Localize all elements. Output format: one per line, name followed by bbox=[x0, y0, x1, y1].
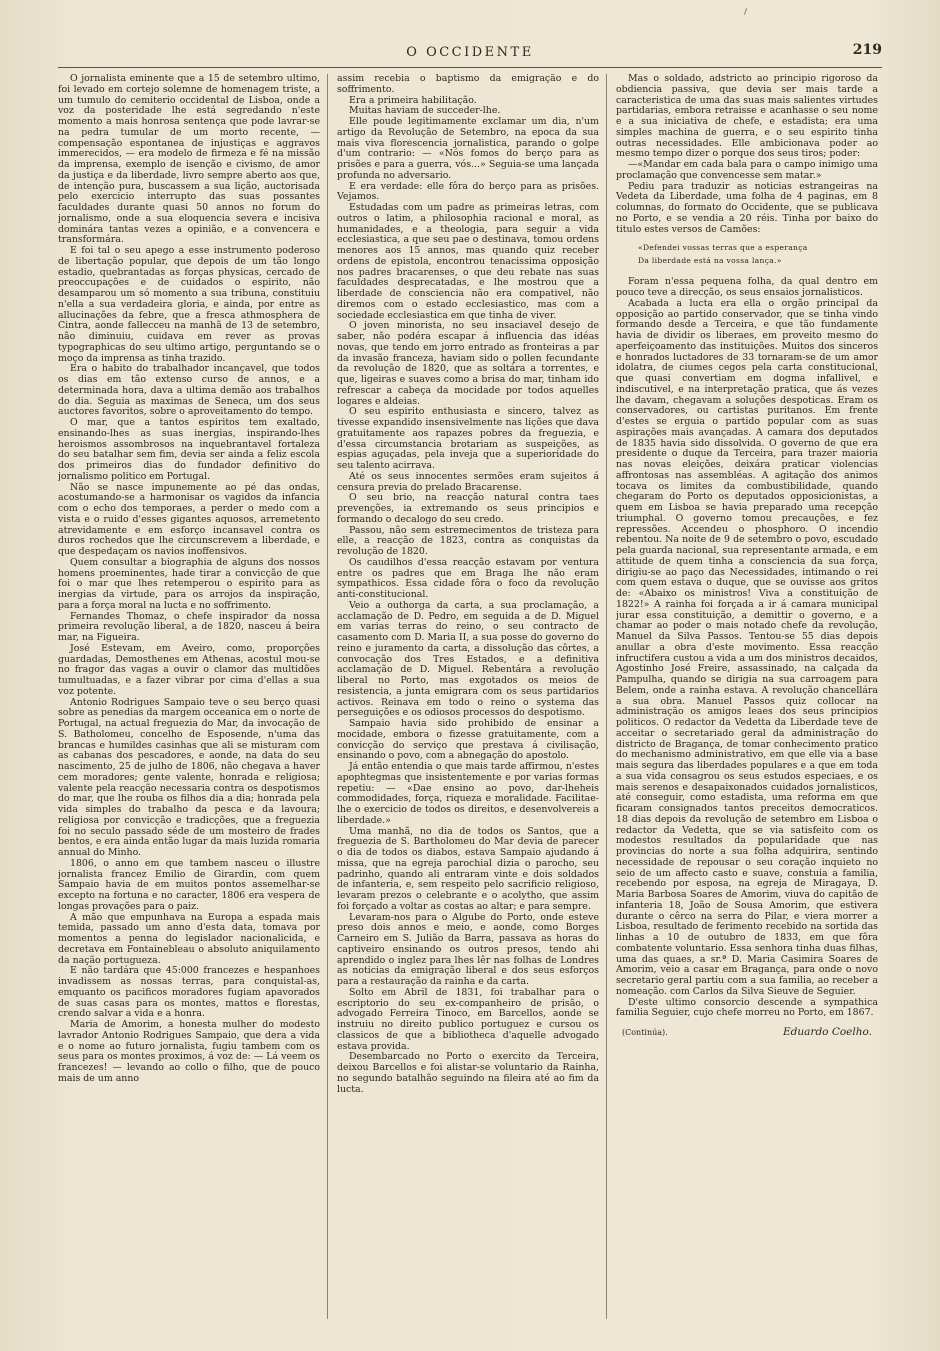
column-3-body bbox=[616, 74, 878, 1019]
paragraph: 1806, o anno em que tambem nasceu o illustre jornalista francez Emilio de Girardin, com quem Sampaio havia de em muitos pontos assemelhar-se excepto na fortuna e no caracter, 1806 era vespera de longas provações para o paiz. bbox=[58, 857, 320, 912]
text-column-1 bbox=[58, 74, 328, 1319]
paragraph: Fernandes Thomaz, o chefe inspirador da nossa primeira revolução liberal, a de 1820, nasceu á beira mar, na Figueira. bbox=[58, 610, 320, 643]
paragraph: Mas o soldado, adstricto ao principio rigoroso da obdiencia passiva, que devia ser mais tarde a caracteristica de uma das suas mais salientes virtudes partidarias, embora retraisse e acanhasse o seu nome e a sua iniciativa de chefe, e estadista; era uma simples machina de guerra, e o seu espirito tinha outras necessidades. Elle ambicionava poder ao mesmo tempo dizer o porque dos seus tiros; poder: bbox=[616, 74, 878, 160]
paragraph: Pediu para traduzir as noticias estrangeiras na Vedeta da Liberdade, uma folha de 4 paginas, em 8 columnas, do formato do Occidente, que se publicava no Porto, e se vendia a 20 réis. Tinha por baixo do titulo estes versos de Camões: bbox=[616, 180, 878, 235]
margin-mark bbox=[744, 8, 747, 15]
verse-line: Da liberdade está na vossa lança.» bbox=[638, 256, 782, 266]
paragraph: —«Mandar em cada bala para o campo inimigo uma proclamação que convencesse sem matar.» bbox=[616, 159, 878, 181]
running-title: O OCCIDENTE bbox=[406, 44, 534, 60]
paragraph: D'este ultimo consorcio descende a sympathica familia Seguier, cujo chefe morreu no Porto, em 1867. bbox=[616, 996, 878, 1019]
paragraph: Solto em Abril de 1831, foi trabalhar para o escriptorio do seu ex-companheiro de prisão, o advogado Ferreira Tinoco, em Barcellos, aonde se instruiu no direito publico portuguez e cursou os classicos de que a bibliotheca d'aquelle advogado estava provida. bbox=[337, 986, 599, 1052]
article-signoff bbox=[616, 1027, 878, 1039]
paragraph: O joven minorista, no seu insaciavel desejo de saber, não podéra escapar á influencia das idéas novas, que tendo em jorro entrado as fronteiras a par da invasão franceza, haviam sido o pollen fecundante da revolução de 1820, que as soltára a torrentes, e que, ligeiras e suaves como a brisa do mar, tinham ido refrescar a cabeça da mocidade por todos aquelles logares e aldeias. bbox=[337, 320, 599, 407]
paragraph: Estudadas com um padre as primeiras letras, com outros o latim, a philosophia racional e moral, as humanidades, e a theologia, para seguir a vida ecclesiastica, a que seu pae o destinava, tomou ordens menores aos 15 annos, mas quando quiz receber ordens de epistola, encontrou tenacissima opposição nos padres bracarenses, o que deu rebate nas suas faculdades desprecatadas, e lhe mostrou que a liberdade de consciencia não era compativel, não diremos com o estado ecclesiastico, mas com a sociedade ecclesiastica em que tinha de viver. bbox=[337, 202, 599, 321]
paragraph: O seu espirito enthusiasta e sincero, talvez as tivesse expandido insensivelmente nas lições que dava gratuitamente aos rapazes pobres da freguezia, e d'essa circumstancia brotariam as suspeições, as espias aguçadas, pela inveja que a superioridade do seu talento acirrava. bbox=[337, 406, 599, 471]
page-number: 219 bbox=[852, 42, 882, 58]
paragraph: Desembarcado no Porto o exercito da Terceira, deixou Barcellos e foi alistar-se voluntario da Rainha, no segundo batalhão seguindo na fileira até ao fim da lucta. bbox=[337, 1051, 599, 1095]
paragraph: Até os seus innocentes sermões eram sujeitos á censura previa do prelado Bracarense. bbox=[337, 470, 599, 493]
text-column-2 bbox=[337, 74, 607, 1319]
paragraph: E não tardára que 45:000 francezes e hespanhoes invadissem as nossas terras, para conquistal-as, emquanto os pacificos moradores fugiam apavorados de suas casas para os montes, mattos e florestas, crendo salvar a vida e a honra. bbox=[58, 965, 320, 1020]
paragraph: Era o habito do trabalhador incançavel, que todos os dias em tão extenso curso de annos, e a determinada hora, dava a ultima demão aos trabalhos do dia. Seguia as maximas de Seneca, um dos seus auctores favoritos, sobre o aproveitamento do tempo. bbox=[58, 363, 320, 418]
continued-note: (Continúa). bbox=[622, 1028, 668, 1037]
paragraph: E foi tal o seu apego a esse instrumento poderoso de libertação popular, que depois de um tão longo estadio, quebrantadas as forças physicas, cercado de preoccupações e de cuidados o espirito, não desamparou um só momento a sua tribuna, constituiu n'ella a sua verdadeira gloria, e ainda, por entre as allucinações da febre, que a fresca athmosphera de Cintra, aonde fallecceu na manhã de 13 de setembro, não diminuiu, cuidava em rever as provas typographicas do seu ultimo artigo, perguntando se o moço da imprensa as tinha trazido. bbox=[58, 245, 320, 364]
text-column-3 bbox=[616, 74, 878, 1319]
paragraph: O jornalista eminente que a 15 de setembro ultimo, foi levado em cortejo solemne de homenagem triste, a um tumulo do cemiterio occidental de Lisboa, onde a voz da posteridade lhe está segredando n'este momento a mais honrosa sentença que pode lavrar-se na pedra tumular de um morto recente, — compensação espontanea de injustiças e aggravos immerecidos, — era modelo de firmeza e fé na missão da imprensa, exemplo de isenção e civismo, de amor da justiça e da liberdade, livro sempre aberto aos que, de intenção pura, buscassem a sua lição, auctorisada pelo exercicio interrupto das suas possantes faculdades durante quasi 50 annos no forum do jornalismo, onde a sua eloquencia severa e incisiva dominára tantas vezes a opinião, e a convencera e transformára. bbox=[58, 74, 320, 246]
paragraph: Acabada a lucta era ella o orgão principal da opposição ao partido conservador, que se tinha vindo formando desde a Terceira, e que tão fundamente havia de dividir os liberaes, em proveito mesmo do aperfeiçoamento das instituições. Muitos dos sinceros e honrados luctadores de 33 tornaram-se de um amor idolatra, de ciumes cegos pela carta constitucional, que quasi convertiam em dogma infallivel, e indiscutivel, e na interpretação pratica, que ás vezes lhe davam, chegavam a soluções despoticas. Eram os conservadores, ou cartistas puritanos. Em frente d'estes se erguia o partido popular com as suas aspirações mais avançadas. A camara dos deputados de 1835 havia sido dissolvida. O governo de que era presidente o duque da Terceira, para trazer maioria nas novas eleições, deixára praticar violencias affrontosas nas assembléas. A agitação dos animos tocava os limites da combustibilidade, quando chegaram do Porto os deputados opposicionistas, a quem em Lisboa se havia preparado uma recepção triumphal. O governo tomou precauções, e fez repressões. Accendeu o phosphoro. O incendio rebentou. Na noite de 9 de setembro o povo, escudado pela guarda nacional, sua representante armada, e em attitude de quem tinha a consciencia da sua força, dirigiu-se ao paço das Necessidades, intimando o rei com quem estava o duque, que se ouvisse aos gritos de: «Abaixo os ministros! Viva a constituição de 1822!» A rainha foi forçada a ir á camara municipal jurar essa constituição, a demittir o governo, e a chamar ao poder o mais notado chefe da revolução, Manuel da Silva Passos. Tentou-se 55 dias depois anullar a obra d'este movimento. Essa reacção infructifera custou a vida a um dos ministros decaidos, Agostinho José Freire, assassinado, na calçada da Pampulha, quando se dirigia na sua carroagem para Belem, onde a rainha estava. A revolução chancellára a sua obra. Manuel Passos quiz collocar na administração os amigos leaes dos seus principios politicos. O redactor da Vedetta da Liberdade teve de acceitar o secretariado geral da administração do districto de Bragança, de tomar conhecimento pratico do mechanismo administrativo, em que elle via a base mais segura das liberdades populares e a que em toda a sua vida consagrou os seus estudos especiaes, e os mais serenos e desapaixonados cuidados jornalisticos, até conseguir, como estadista, uma reforma em que ficaram consignados tantos preceitos democraticos. 18 dias depois da revolução de setembro em Lisboa o redactor da Vedetta, que se via satisfeito com os modestos resultados da popularidade que nas provincias do norte a sua folha adquirira, sentindo necessidade de repousar o seu coração inquieto no seio de um affecto casto e suave, constuia a familia, recebendo por esposa, na egreja de Miragaya, D. Maria Barbosa Soares de Amorim, viuva do capitão de infanteria 18, João de Sousa Amorim, que estivera durante o cêrco na serra do Pilar, e viera morrer a Lisboa, resultado de ferimento recebido na sortida das linhas a 10 de outubro de 1833, em que fôra combatente voluntario. Essa senhora tinha duas filhas, uma das quaes, a sr.ª D. Maria Casimira Soares de Amorim, veio a casar em Bragança, para onde o novo secretario geral partiu com a sua familia, ao receber a nomeação. com Carlos da Silva Sieuve de Seguier. bbox=[616, 297, 878, 997]
paragraph: O mar, que a tantos espiritos tem exaltado, ensinando-lhes as suas inergias, inspirando-lhes heroismos assombrosos na inquebrantavel fortaleza do seu batalhar sem fim, devia ser ainda a feliz escola dos primeiros dias do fundador definitivo do jornalismo politico em Portugal. bbox=[58, 417, 320, 482]
paragraph: Passou, não sem estremecimentos de tristeza para elle, a reacção de 1823, contra as conquistas da revolução de 1820. bbox=[337, 524, 599, 557]
paragraph: Levaram-nos para o Algube do Porto, onde esteve preso dois annos e meio, e aonde, como Borges Carneiro em S. Julião da Barra, passava as horas do captiveiro ensinando os outros presos, tendo ahi aprendido o inglez para lhes lêr nas folhas de Londres as noticias da emigração liberal e dos seus esforços para a restauração da rainha e da carta. bbox=[337, 911, 599, 987]
verse-line: «Defendei vossas terras que a esperança bbox=[638, 243, 808, 253]
paragraph: José Estevam, em Aveiro, como, proporções guardadas, Demosthenes em Athenas, acostul mou-se no fragor das vagas a ouvir o clamor das multidões tumultuadas, e a fazer vibrar por cima d'ellas a sua voz potente. bbox=[58, 642, 320, 697]
paragraph: A mão que empunhava na Europa a espada mais temida, passado um anno d'esta data, tomava por momentos a penna do legislador nacionalicida, e decretava em Fontainebleau o absoluto aniquilamento da nação portugueza. bbox=[58, 911, 320, 966]
paragraph: Era a primeira habilitação. bbox=[349, 94, 477, 106]
paragraph: Foram n'essa pequena folha, da qual dentro em pouco teve a direcção, os seus ensaios jornalisticos. bbox=[616, 276, 878, 298]
paragraph: E era verdade: elle fôra do berço para as prisões. Vejamos. bbox=[337, 180, 599, 203]
header-rule bbox=[58, 67, 882, 68]
paragraph: Quem consultar a biographia de alguns dos nossos homens proeminentes, hade tirar a convicção de que foi o mar que lhes retemperou o espirito para as inergias da virtude, para os arrojos da inspiração, para a força moral na lucta e no soffrimento. bbox=[58, 556, 320, 611]
paragraph: Veio a outhorga da carta, a sua proclamação, a acclamação de D. Pedro, em seguida a de D. Miguel em varias terras do reino, o seu contracto de casamento com D. Maria II, a sua posse do governo do reino e juramento da carta, a dissolução das côrtes, a convocação dos Tres Estados, e a definitiva acclamação de D. Miguel. Rebentára a revolução liberal no Porto, mas exgotados os meios de resistencia, a junta emigrara com os seus partidarios activos. Reinava em todo o reino o systema das perseguições e os odiosos processos do despotismo. bbox=[337, 599, 599, 719]
paragraph: Sampaio havia sido prohibido de ensinar a mocidade, embora o fizesse gratuitamente, com a convicção do serviço que prestava á civilisação, ensinando o povo, com a abnegação do apostolo. bbox=[337, 718, 599, 762]
paragraph: assim recebia o baptismo da emigração e do soffrimento. bbox=[337, 74, 599, 95]
paragraph: O seu brio, na reacção natural contra taes prevenções, ia extremando os seus principios e formando o decalogo do seu credo. bbox=[337, 492, 599, 525]
paragraph: Uma manhã, no dia de todos os Santos, que a freguezia de S. Bartholomeu do Mar devia de parecer o dia de todos os diabos, estava Sampaio ajudando á missa, que na egreja parochial dizia o parocho, seu padrinho, quando ali entraram vinte e dois soldados de infanteria, e, sem respeito pelo sacrificio religioso, levaram prezos o celebrante e o acolytho, que assim foi forçado a voltar as costas ao altar; e para sempre. bbox=[337, 825, 599, 912]
paragraph: Muitas haviam de succeder-lhe. bbox=[349, 105, 501, 117]
article-columns bbox=[58, 74, 878, 1319]
paragraph: Já então entendia o que mais tarde affirmou, n'estes apophtegmas que insistentemente e por varias formas repetiu: — «Dae ensino ao povo, dar-lheheis commodidades, força, riqueza e moralidade. Facilitae-lhe o exercicio de todos os direitos, e desenvolvereis a liberdade.» bbox=[337, 761, 599, 826]
author-signature: Eduardo Coelho. bbox=[783, 1026, 872, 1038]
paragraph: Os caudilhos d'essa reacção estavam por ventura entre os padres que em Braga lhe não eram sympathicos. Essa cidade fôra o foco da revolução anti-constitucional. bbox=[337, 556, 599, 600]
paragraph: Maria de Amorim, a honesta mulher do modesto lavrador Antonio Rodrigues Sampaio, que dera a vida e o nome ao futuro jornalista, fugiu tambem com os seus para os montes proximos, á voz de: — Lá veem os francezes! — levando ao collo o filho, que de pouco mais de um anno bbox=[58, 1019, 320, 1084]
paragraph: Não se nasce impunemente ao pé das ondas, acostumando-se a harmonisar os vagidos da infancia com o echo dos temporaes, a perder o medo com a vista e o ruido d'esses gigantes aquosos, arremetento atrevidamente e em esforço incansavel contra os duros rochedos que lhe circunscrevem a liberdade, e que despedaçam os navios inoffensivos. bbox=[58, 481, 320, 557]
page-header bbox=[58, 40, 882, 64]
paragraph: Elle poude legitimamente exclamar um dia, n'um artigo da Revolução de Setembro, na epoca da sua mais viva florescencia jornalistica, parando o golpe d'um contrario: — «Nós fomos do berço para as prisões e para a guerra, vós...» Seguia-se uma lançada profunda no adversario. bbox=[337, 116, 599, 181]
paragraph: Antonio Rodrigues Sampaio teve o seu berço quasi sobre as penedias da margem occeanica em o norte de Portugal, na actual freguezia do Mar, da invocação de S. Batholomeu, concelho de Esposende, n'uma das brancas e humildes casinhas que ali se misturam com as cabanas dos pescadores, e aonde, na data do seu nascimento, 25 de julho de 1806, não chegava a haver cem moradores; gente valente, honrada e religiosa; valente pela reacção necessaria contra os despotismos do mar, que lhe rouba os filhos dia a dia; honrada pela vida simples do trabalho da pesca e da lavoura; religiosa por convicção e tradicções, que a freguezia foi no seculo passado séde de um mosteiro de frades bentos, e era ainda então lugar da mais luzida romaria annual do Minho. bbox=[58, 696, 320, 858]
verse-quote bbox=[638, 241, 878, 267]
